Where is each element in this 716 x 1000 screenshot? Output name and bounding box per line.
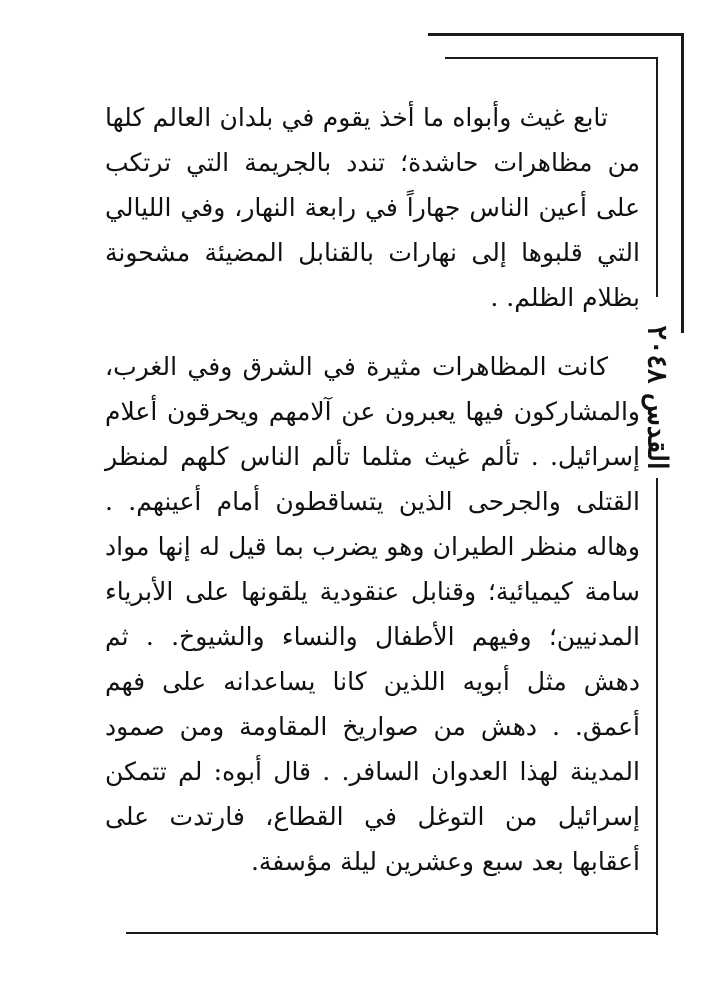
frame-top-outer-line: [428, 33, 684, 36]
running-header: [634, 312, 680, 482]
frame-top-inner-line: [445, 57, 658, 59]
body-text: [105, 95, 640, 884]
frame-right-inner-line: [656, 57, 658, 297]
frame-bottom-line: [126, 932, 658, 934]
paragraph-2: كانت المظاهرات مثيرة في الشرق وفي الغرب، والمشاركون فيها يعبرون عن آلامهم ويحرقون أعلام إسرائيل. . تألم غيث مثلما تألم الناس كلهم لمنظر القتلى والجرحى الذين يتساقطون أمام أعينهم. . وهاله منظر الطيران وهو يضرب بما قيل له إنها مواد سامة كيميائية؛ وقنابل عنقودية يلقونها على الأبرياء المدنيين؛ وفيهم الأطفال والنساء والشيوخ. . ثم دهش مثل أبويه اللذين كانا يساعدانه على فهم أعمق. . دهش من صواريخ المقاومة ومن صمود المدينة لهذا العدوان السافر. . قال أبوه: لم تتمكن إسرائيل من التوغل في القطاع، فارتدت على أعقابها بعد سبع وعشرين ليلة مؤسفة.: [105, 352, 640, 876]
frame-right-outer-line: [681, 33, 684, 333]
book-title: القدس ٢٠٤٨: [641, 325, 673, 469]
frame-right-lower-line: [656, 478, 658, 935]
paragraph-1: تابع غيث وأبواه ما أخذ يقوم في بلدان العالم كلها من مظاهرات حاشدة؛ تندد بالجريمة التي ترتكب على أعين الناس جهاراً في رابعة النهار، وفي الليالي التي قلبوها إلى نهارات بالقنابل المضيئة مشحونة بظلام الظلم. .: [105, 103, 640, 312]
